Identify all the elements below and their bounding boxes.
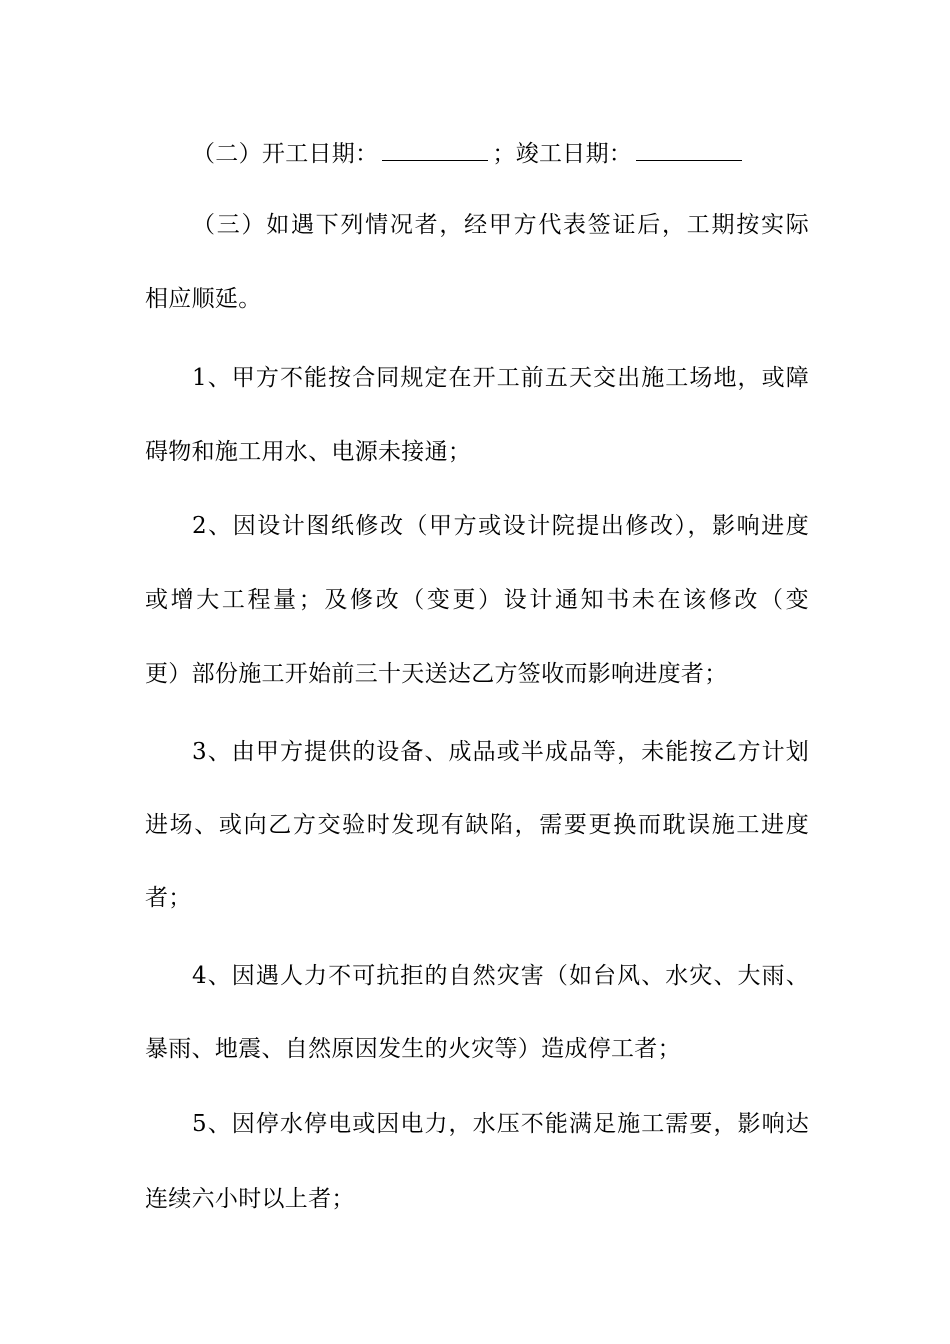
paragraph-line: 4、因遇人力不可抗拒的自然灾害（如台风、水灾、大雨、	[192, 963, 809, 989]
paragraph-line: 暴雨、地震、自然原因发生的火灾等）造成停工者；	[145, 1036, 681, 1062]
start-date-label: （二）开工日期：	[192, 141, 379, 167]
start-end-date-line	[192, 139, 809, 169]
end-date-label: ；竣工日期：	[492, 141, 633, 167]
paragraph-line: 相应顺延。	[145, 286, 262, 312]
paragraph-line: 或增大工程量；及修改（变更）设计通知书未在该修改（变	[145, 587, 809, 613]
paragraph-line: 5、因停水停电或因电力，水压不能满足施工需要，影响达	[192, 1111, 809, 1137]
paragraph-line: 3、由甲方提供的设备、成品或半成品等，未能按乙方计划	[192, 739, 809, 765]
paragraph-line: 连续六小时以上者；	[145, 1186, 355, 1212]
start-date-blank[interactable]	[382, 140, 488, 161]
paragraph-line: 者；	[145, 885, 192, 911]
paragraph-line: 更）部份施工开始前三十天送达乙方签收而影响进度者；	[145, 661, 728, 687]
paragraph-line: 2、因设计图纸修改（甲方或设计院提出修改），影响进度	[192, 513, 809, 539]
paragraph-line: 碍物和施工用水、电源未接通；	[145, 439, 472, 465]
paragraph-line: 进场、或向乙方交验时发现有缺陷，需要更换而耽误施工进度	[145, 812, 809, 838]
paragraph-line: 1、甲方不能按合同规定在开工前五天交出施工场地，或障	[192, 365, 809, 391]
paragraph-line: （三）如遇下列情况者，经甲方代表签证后，工期按实际	[192, 212, 809, 238]
end-date-blank[interactable]	[636, 140, 742, 161]
